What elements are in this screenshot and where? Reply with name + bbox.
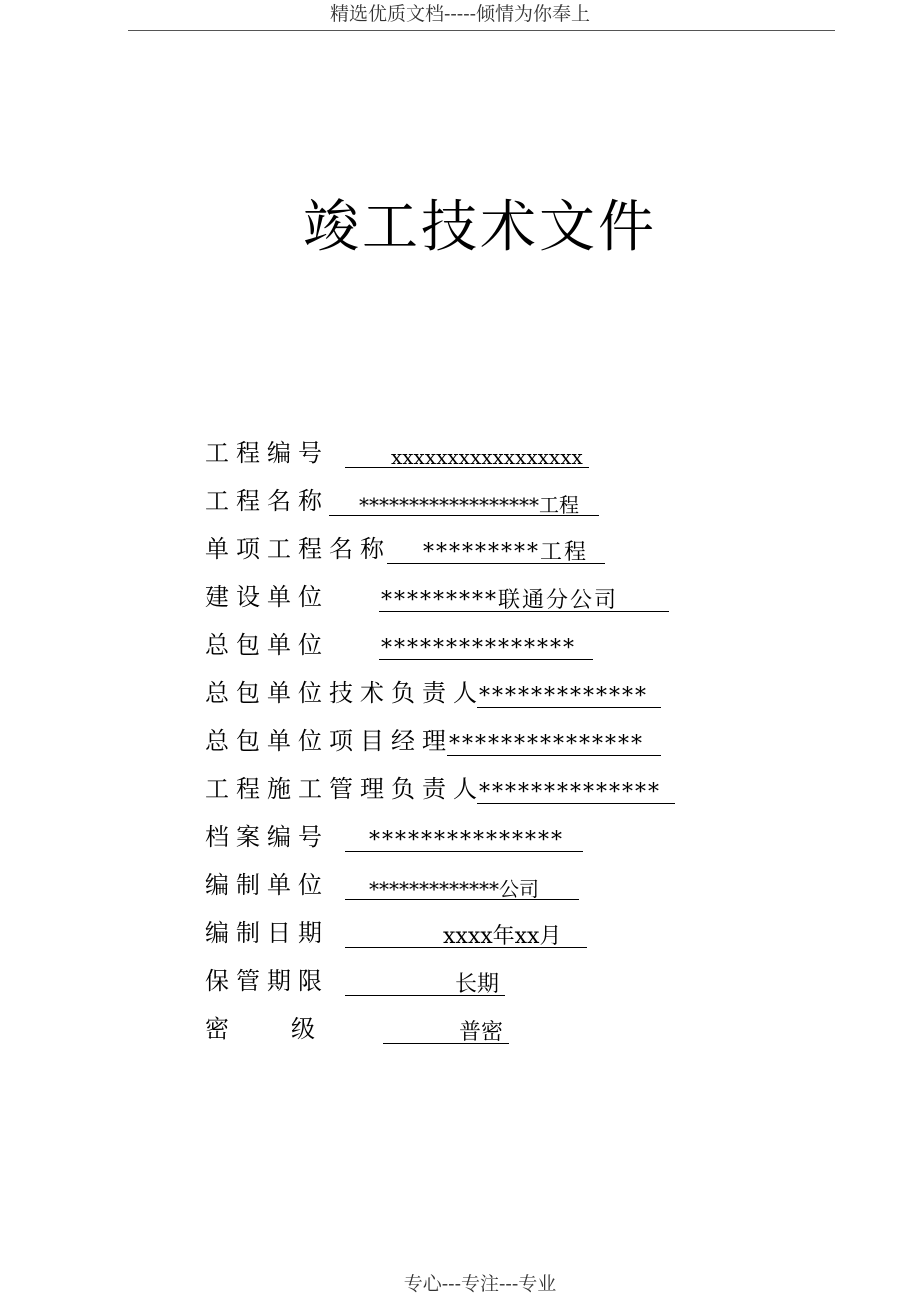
field-label: 总包单位技术负责人: [205, 679, 484, 707]
field-label: 保管期限: [205, 967, 329, 995]
field-value: *************: [479, 684, 648, 709]
field-value: xxxx年xx月: [443, 924, 562, 949]
field-value: 普密: [459, 1020, 504, 1045]
field-value: 长期: [455, 972, 500, 997]
field-label: 建设单位: [205, 583, 329, 611]
field-label: 档案编号: [205, 823, 329, 851]
header-rule: [128, 30, 835, 31]
field-label: 密级: [205, 1015, 377, 1043]
field-value: ***************: [449, 732, 644, 757]
field-value: *********联通分公司: [381, 588, 619, 613]
field-value: ***************: [381, 636, 576, 661]
field-label: 编制日期: [205, 919, 329, 947]
field-value: *************公司: [369, 877, 539, 901]
field-value: *********工程: [423, 540, 589, 565]
field-label: 编制单位: [205, 871, 329, 899]
field-value: **************: [479, 780, 661, 805]
field-value: xxxxxxxxxxxxxxxxx: [391, 445, 583, 469]
field-label: 单项工程名称: [205, 535, 391, 563]
field-value: ******************工程: [359, 493, 579, 517]
field-label: 总包单位项目经理: [205, 727, 453, 755]
document-title: 竣工技术文件: [303, 195, 657, 260]
page-footer: 专心---专注---专业: [403, 1273, 557, 1295]
field-value: ***************: [369, 828, 564, 853]
field-label: 总包单位: [205, 631, 329, 659]
page-header: 精选优质文档-----倾情为你奉上: [329, 3, 591, 25]
field-label: 工程编号: [205, 439, 329, 467]
field-label: 工程名称: [205, 487, 329, 515]
field-label: 工程施工管理负责人: [205, 775, 484, 803]
